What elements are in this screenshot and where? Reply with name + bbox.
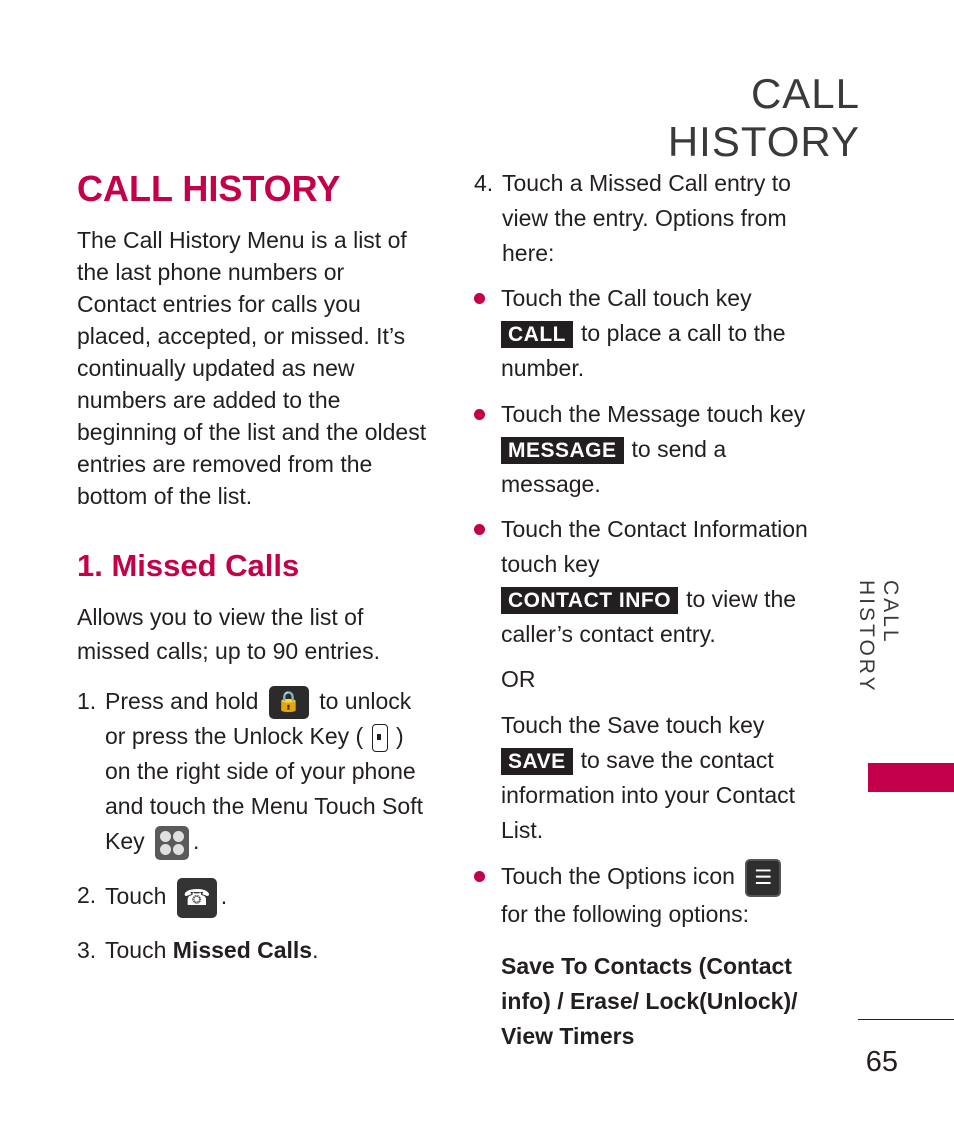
step-3 — [77, 933, 427, 968]
save-instruction — [501, 708, 821, 848]
save-text: to save the contact information into your Contact List. — [501, 747, 796, 843]
missed-calls-description: Allows you to view the list of missed calls; up to 90 entries. — [77, 604, 380, 664]
or-separator: OR — [501, 666, 536, 692]
footer-divider — [858, 1019, 954, 1020]
bullet-text: to view the caller’s contact entry. — [501, 586, 797, 647]
intro-paragraph: The Call History Menu is a list of the last phone numbers or Contact entries for calls you placed, accepted, or missed. It’s continually updated as new numbers are added to the beginning of the list and the oldest entries are removed from the bottom of the list. — [77, 227, 427, 509]
save-key: SAVE — [501, 748, 573, 775]
options-icon: ☰ — [745, 859, 781, 897]
step-text: . — [193, 828, 200, 855]
contact-info-key: CONTACT INFO — [501, 587, 678, 614]
step-number: 2. — [77, 882, 97, 908]
lock-icon: 🔒 — [269, 686, 309, 719]
step-text: Press and hold — [105, 688, 259, 714]
bullet-dot — [474, 524, 485, 535]
side-tab-label: CALL HISTORY — [855, 580, 902, 694]
message-key: MESSAGE — [501, 437, 624, 464]
call-history-icon: ☎ — [177, 878, 217, 918]
step-text: to unlock or press the Unlock Key ( — [105, 688, 412, 750]
bullet-text: Touch the Options icon — [501, 863, 735, 890]
running-header: CALL HISTORY — [667, 70, 860, 165]
bullet-text: Touch the Contact Information touch key — [501, 516, 808, 577]
step-text: Touch — [105, 937, 167, 963]
section-title: CALL HISTORY — [77, 168, 341, 209]
step-number: 4. — [474, 170, 494, 196]
bullet-call — [474, 281, 819, 386]
bullet-text: Touch the Call touch key — [501, 285, 752, 311]
bullet-options — [474, 859, 819, 932]
page-number: 65 — [865, 1046, 898, 1078]
call-key: CALL — [501, 321, 573, 348]
save-text: Touch the Save touch key — [501, 712, 765, 738]
step-2 — [77, 878, 427, 918]
bullet-dot — [474, 293, 485, 304]
step-emphasis: Missed Calls — [172, 937, 313, 963]
step-number: 1. — [77, 688, 97, 714]
step-text: . — [220, 883, 228, 910]
bullet-message — [474, 397, 819, 502]
bullet-text: to place a call to the number. — [501, 320, 786, 381]
bullet-contact-info — [474, 512, 819, 652]
step-text: Touch a Missed Call entry to view the entry. Options from here: — [502, 170, 791, 266]
options-list: Save To Contacts (Contact info) / Erase/ Lock(Unlock)/ View Timers — [501, 953, 798, 1049]
bullet-text: Touch the Message touch key — [501, 401, 806, 427]
step-1 — [77, 684, 427, 860]
menu-icon — [155, 826, 189, 860]
step-text: Touch — [105, 883, 167, 910]
bullet-dot — [474, 409, 485, 420]
subsection-title: 1. Missed Calls — [77, 548, 300, 583]
bullet-dot — [474, 871, 485, 882]
step-number: 3. — [77, 937, 97, 963]
step-text: ) on the right side of your phone and touch the Menu Touch Soft Key — [105, 723, 423, 855]
step-4 — [474, 166, 819, 271]
side-tab-marker — [868, 763, 954, 792]
unlock-key-icon — [372, 724, 388, 752]
bullet-text: to send a message. — [501, 436, 727, 497]
bullet-text: for the following options: — [501, 901, 750, 927]
step-text: . — [312, 937, 319, 963]
